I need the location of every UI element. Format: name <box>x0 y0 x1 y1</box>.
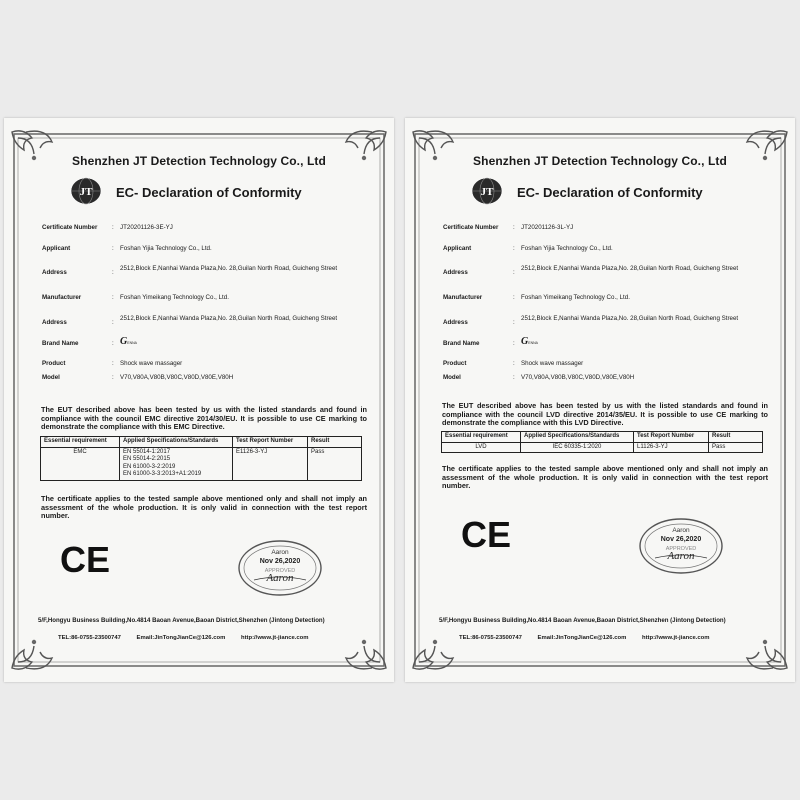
document-title: EC- Declaration of Conformity <box>116 185 302 200</box>
table-header: Test Report Number <box>634 432 709 443</box>
specs-cell <box>120 447 233 480</box>
footer-address: 5/F,Hongyu Business Building,No.4814 Baoan Avenue,Baoan District,Shenzhen (Jintong Detection) <box>439 617 726 624</box>
footer-address: 5/F,Hongyu Business Building,No.4814 Baoan Avenue,Baoan District,Shenzhen (Jintong Detection) <box>38 617 325 624</box>
manufacturer-value: Foshan Yimeikang Technology Co., Ltd. <box>521 294 630 301</box>
field-label: Product <box>443 360 467 367</box>
approval-stamp <box>637 516 725 576</box>
table-header: Result <box>709 432 763 443</box>
table-header: Result <box>308 437 362 448</box>
compliance-statement: The EUT described above has been tested by us with the listed standards and found in compliance with the council EMC directive 2014/30/EU. It is possible to use CE marking to demonstrate the compliance with this EMC Directive. <box>41 405 367 431</box>
spec-line: IEC 60335-1:2020 <box>552 443 602 450</box>
spec-line: EN 55014-2:2015 <box>123 456 171 463</box>
spec-line: EN 61000-3-3:2013+A1:2019 <box>123 471 202 478</box>
validity-statement: The certificate applies to the tested sample above mentioned only and shall not imply an assessment of the whole production. It is only valid in connection with the test report number. <box>41 494 367 520</box>
model-value: V70,V80A,V80B,V80C,V80D,V80E,V80H <box>120 374 234 381</box>
field-label: Model <box>443 374 461 381</box>
jt-globe-logo-icon <box>469 176 505 206</box>
table-row <box>442 442 763 453</box>
spec-line: EN 55014-1:2017 <box>123 448 171 455</box>
table-header: Essential requirement <box>41 437 120 448</box>
table-header-row <box>41 437 362 448</box>
ce-mark-icon <box>461 516 517 552</box>
standards-table <box>40 436 362 481</box>
signature: Aaron <box>667 550 695 562</box>
stamp-date: Nov 26,2020 <box>660 536 702 543</box>
signature: Aaron <box>266 572 294 584</box>
applicant-address-value: 2512,Block E,Nanhai Wanda Plaza,No. 28,Guilan North Road, Guicheng Street <box>521 265 739 272</box>
company-name: Shenzhen JT Detection Technology Co., Ltd <box>473 154 727 168</box>
footer-tel: TEL:86-0755-23500747 <box>459 635 522 641</box>
table-header: Test Report Number <box>233 437 308 448</box>
field-label: Product <box>42 360 66 367</box>
svg-text:CE: CE <box>461 516 512 552</box>
certificate-number-value: JT20201126-3L-YJ <box>521 224 574 231</box>
field-label: Certificate Number <box>42 224 98 231</box>
field-label: Address <box>443 319 468 326</box>
standards-table <box>441 431 763 453</box>
manufacturer-value: Foshan Yimeikang Technology Co., Ltd. <box>120 294 229 301</box>
compliance-statement: The EUT described above has been tested by us with the listed standards and found in compliance with the council LVD directive 2014/35/EU. It is possible to use CE marking to demonstrate the compliance with this LVD Directive. <box>442 401 768 427</box>
manufacturer-address-value: 2512,Block E,Nanhai Wanda Plaza,No. 28,Guilan North Road, Guicheng Street <box>120 315 338 322</box>
applicant-address-value: 2512,Block E,Nanhai Wanda Plaza,No. 28,Guilan North Road, Guicheng Street <box>120 265 338 272</box>
field-label: Brand Name <box>42 340 79 347</box>
jt-globe-logo-icon <box>68 176 104 206</box>
certificate-lvd: Shenzhen JT Detection Technology Co., Ltd JT EC- Declaration of Conformity Certificate Number : JT20201126-3L-YJ Applicant : Foshan Yijia Technology Co., Ltd. Address : 2512,Block E,Nanhai Wanda Plaza,No. 28,Guilan North Road, Guicheng Street Manufacturer : Foshan Yimeikang Technology Co., Ltd. Address : 2512,Block E,Nanhai Wanda Plaza,No. 28,Guilan North Road, Guicheng Street Brand Name : GENNA Product : Shock wave massager Model : V70,V80A,V80B,V80C,V80D,V80E,V80H The EUT described above has been tested by us with the listed standards and found in compliance with the council LVD directive 2014/35/EU. It is possible to use CE marking to demonstrate the compliance with this LVD Directive. Essential requirement Applied Specifications/Standards Test Report Number Result LVD IEC 60335-1:2020 L1126-3-YJ Pass The certificate applies to the tested sample above mentioned only and shall not imply an assessment of the whole production. It is only valid in connection with the test report number. CE Aaron Nov 26,2020 APPROVED Aaron 5/F,Hongyu Business Building,No.4814 Baoan Avenue,Baoan District,Shenzhen (Jintong Detection) TEL:86-0755-23500747 Email:JinTongJianCe@126.com http://www.jt-jiance.com <box>405 118 795 682</box>
brand-logo: GENNA <box>120 336 137 347</box>
validity-statement: The certificate applies to the tested sample above mentioned only and shall not imply an assessment of the whole production. It is only valid in connection with the test report number. <box>442 464 768 490</box>
field-label: Manufacturer <box>443 294 483 301</box>
footer-tel: TEL:86-0755-23500747 <box>58 635 121 641</box>
field-label: Address <box>42 319 67 326</box>
table-row <box>41 447 362 480</box>
document-title: EC- Declaration of Conformity <box>517 185 703 200</box>
field-label: Manufacturer <box>42 294 82 301</box>
product-value: Shock wave massager <box>120 360 183 367</box>
ce-mark-icon <box>60 541 116 577</box>
field-label: Applicant <box>443 245 472 252</box>
footer-website: http://www.jt-jiance.com <box>641 635 710 641</box>
requirement-cell: LVD <box>442 442 521 453</box>
certificate-emc: Shenzhen JT Detection Technology Co., Ltd JT EC- Declaration of Conformity Certificate Number : JT20201126-3E-YJ Applicant : Foshan Yijia Technology Co., Ltd. Address : 2512,Block E,Nanhai Wanda Plaza,No. 28,Guilan North Road, Guicheng Street Manufacturer : Foshan Yimeikang Technology Co., Ltd. Address : 2512,Block E,Nanhai Wanda Plaza,No. 28,Guilan North Road, Guicheng Street Brand Name : GENNA Product : Shock wave massager Model : V70,V80A,V80B,V80C,V80D,V80E,V80H The EUT described above has been tested by us with the listed standards and found in compliance with the council EMC directive 2014/30/EU. It is possible to use CE marking to demonstrate the compliance with this EMC Directive. Essential requirement Applied Specifications/Standards Test Report Number Result EMC EN 55014-1:2017 EN 55014-2:2015 EN 61000-3-2:2019 EN 61000-3-3:2013+A1:2019 E1126-3-YJ Pass The certificate applies to the tested sample above mentioned only and shall not imply an assessment of the whole production. It is only valid in connection with the test report number. CE Aaron Nov 26,2020 APPROVED Aaron 5/F,Hongyu Business Building,No.4814 Baoan Avenue,Baoan District,Shenzhen (Jintong Detection) TEL:86-0755-23500747 Email:JinTongJianCe@126.com http://www.jt-jiance.com <box>4 118 394 682</box>
company-name: Shenzhen JT Detection Technology Co., Ltd <box>72 154 326 168</box>
table-header-row <box>442 432 763 443</box>
table-header: Applied Specifications/Standards <box>120 437 233 448</box>
stamp-date: Nov 26,2020 <box>259 558 301 565</box>
stamp-name: Aaron <box>672 527 690 534</box>
field-label: Certificate Number <box>443 224 499 231</box>
svg-text:CE: CE <box>60 541 111 577</box>
report-number-cell: L1126-3-YJ <box>634 442 709 453</box>
result-cell: Pass <box>308 447 362 480</box>
applicant-value: Foshan Yijia Technology Co., Ltd. <box>120 245 212 252</box>
result-cell: Pass <box>709 442 763 453</box>
footer-website: http://www.jt-jiance.com <box>240 635 309 641</box>
table-header: Essential requirement <box>442 432 521 443</box>
manufacturer-address-value: 2512,Block E,Nanhai Wanda Plaza,No. 28,Guilan North Road, Guicheng Street <box>521 315 739 322</box>
footer-contact <box>459 635 779 641</box>
footer-email: Email:JinTongJianCe@126.com <box>136 635 226 641</box>
certificate-number-value: JT20201126-3E-YJ <box>120 224 173 231</box>
footer-contact <box>58 635 378 641</box>
field-label: Address <box>42 269 67 276</box>
field-label: Applicant <box>42 245 71 252</box>
report-number-cell: E1126-3-YJ <box>233 447 308 480</box>
footer-email: Email:JinTongJianCe@126.com <box>537 635 627 641</box>
applicant-value: Foshan Yijia Technology Co., Ltd. <box>521 245 613 252</box>
table-header: Applied Specifications/Standards <box>521 432 634 443</box>
stamp-text: APPROVED <box>264 568 296 574</box>
spec-line: EN 61000-3-2:2019 <box>123 463 176 470</box>
approval-stamp <box>236 538 324 598</box>
logo-text: JT <box>480 186 494 198</box>
requirement-cell: EMC <box>41 447 120 480</box>
ornamental-border <box>405 118 795 682</box>
stamp-text: APPROVED <box>665 546 697 552</box>
field-label: Model <box>42 374 60 381</box>
model-value: V70,V80A,V80B,V80C,V80D,V80E,V80H <box>521 374 635 381</box>
stamp-name: Aaron <box>271 549 289 556</box>
field-label: Address <box>443 269 468 276</box>
product-value: Shock wave massager <box>521 360 584 367</box>
ornamental-border <box>4 118 394 682</box>
field-label: Brand Name <box>443 340 480 347</box>
logo-text: JT <box>79 186 93 198</box>
specs-cell <box>521 442 634 453</box>
brand-logo: GENNA <box>521 336 538 347</box>
